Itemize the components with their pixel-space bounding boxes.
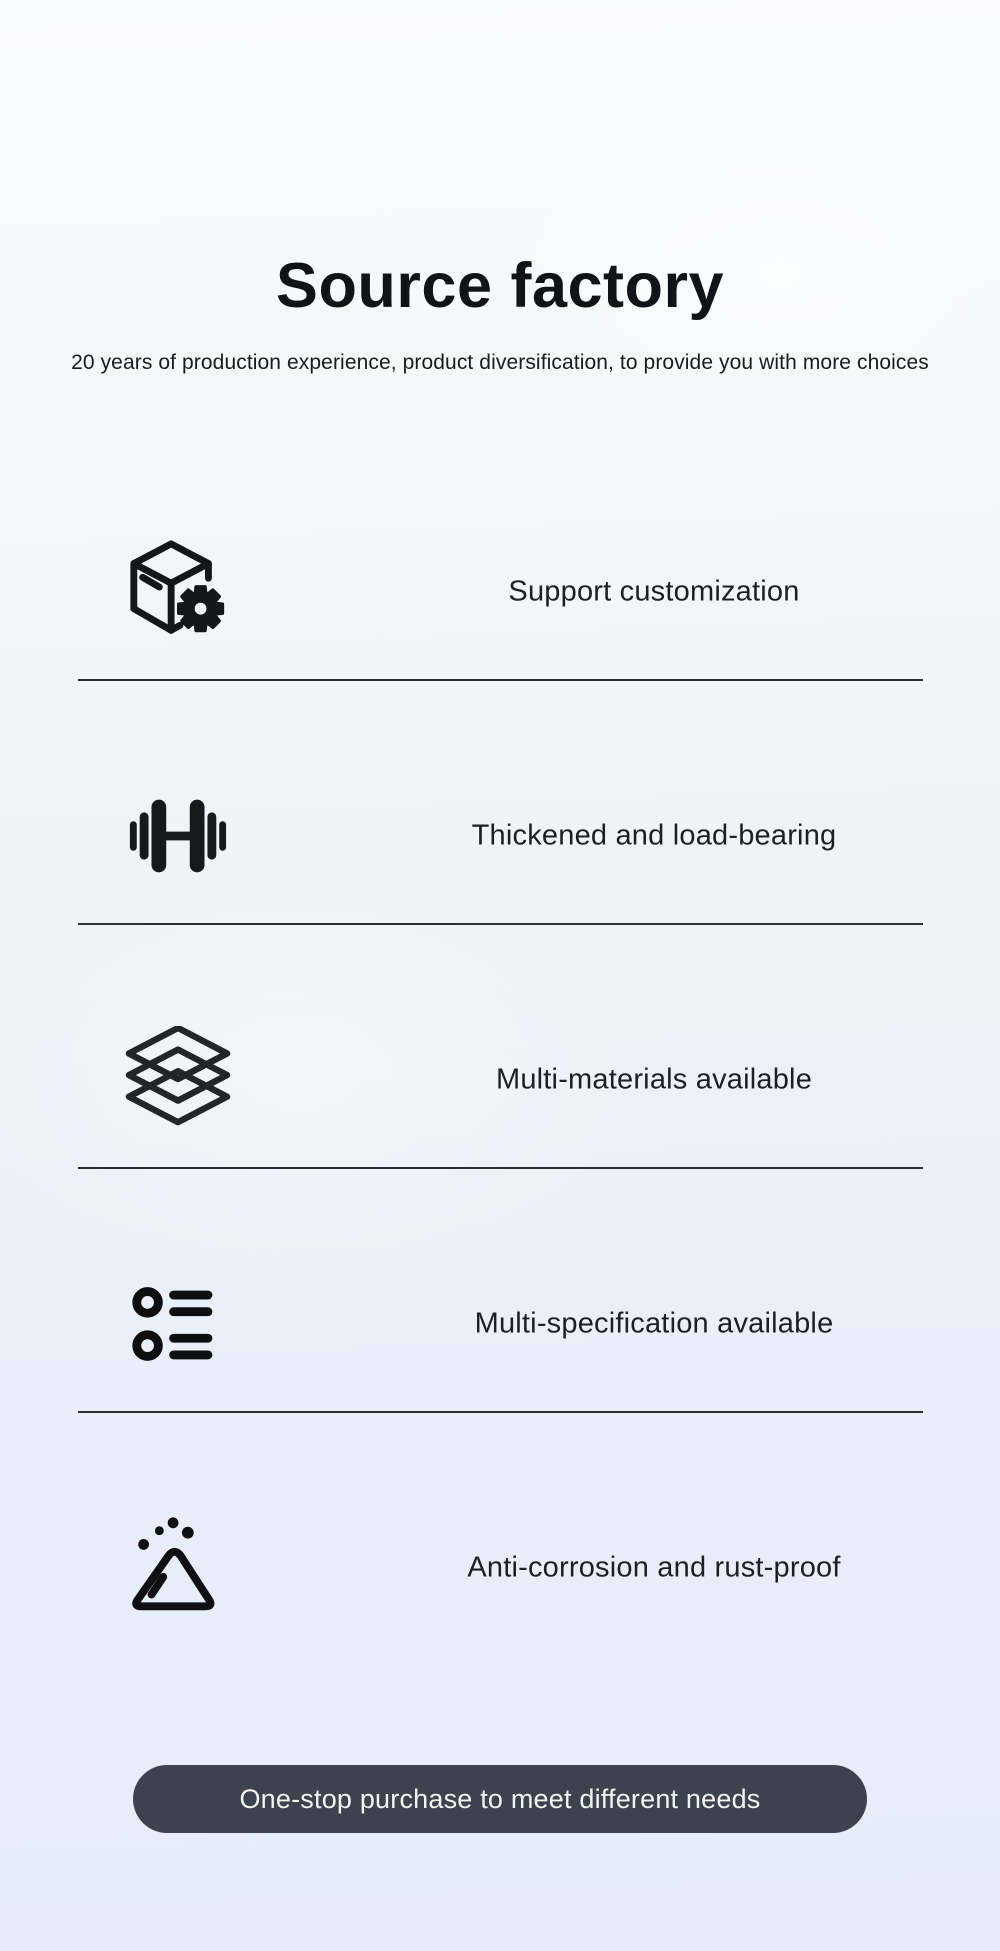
feature-label: Anti-corrosion and rust-proof bbox=[467, 1551, 841, 1584]
page-subtitle: 20 years of production experience, product diversification, to provide you with more choices bbox=[71, 351, 929, 374]
feature-label: Support customization bbox=[508, 575, 800, 608]
one-stop-purchase-button[interactable]: One-stop purchase to meet different needs bbox=[133, 1765, 867, 1833]
feature-label: Multi-specification available bbox=[474, 1307, 834, 1340]
mound-icon bbox=[122, 1514, 234, 1622]
cube-gear-icon bbox=[122, 538, 234, 646]
feature-row-customization bbox=[0, 437, 1000, 681]
feature-label: Multi-materials available bbox=[495, 1063, 813, 1096]
dumbbell-icon bbox=[122, 782, 234, 890]
feature-label: Thickened and load-bearing bbox=[471, 819, 837, 852]
layers-icon bbox=[122, 1026, 234, 1134]
feature-row-load-bearing bbox=[0, 681, 1000, 925]
list-icon bbox=[122, 1270, 234, 1378]
feature-row-specification bbox=[0, 1169, 1000, 1413]
feature-row-anticorrosion bbox=[0, 1413, 1000, 1657]
page-title: Source factory bbox=[275, 251, 725, 321]
feature-row-materials bbox=[0, 925, 1000, 1169]
